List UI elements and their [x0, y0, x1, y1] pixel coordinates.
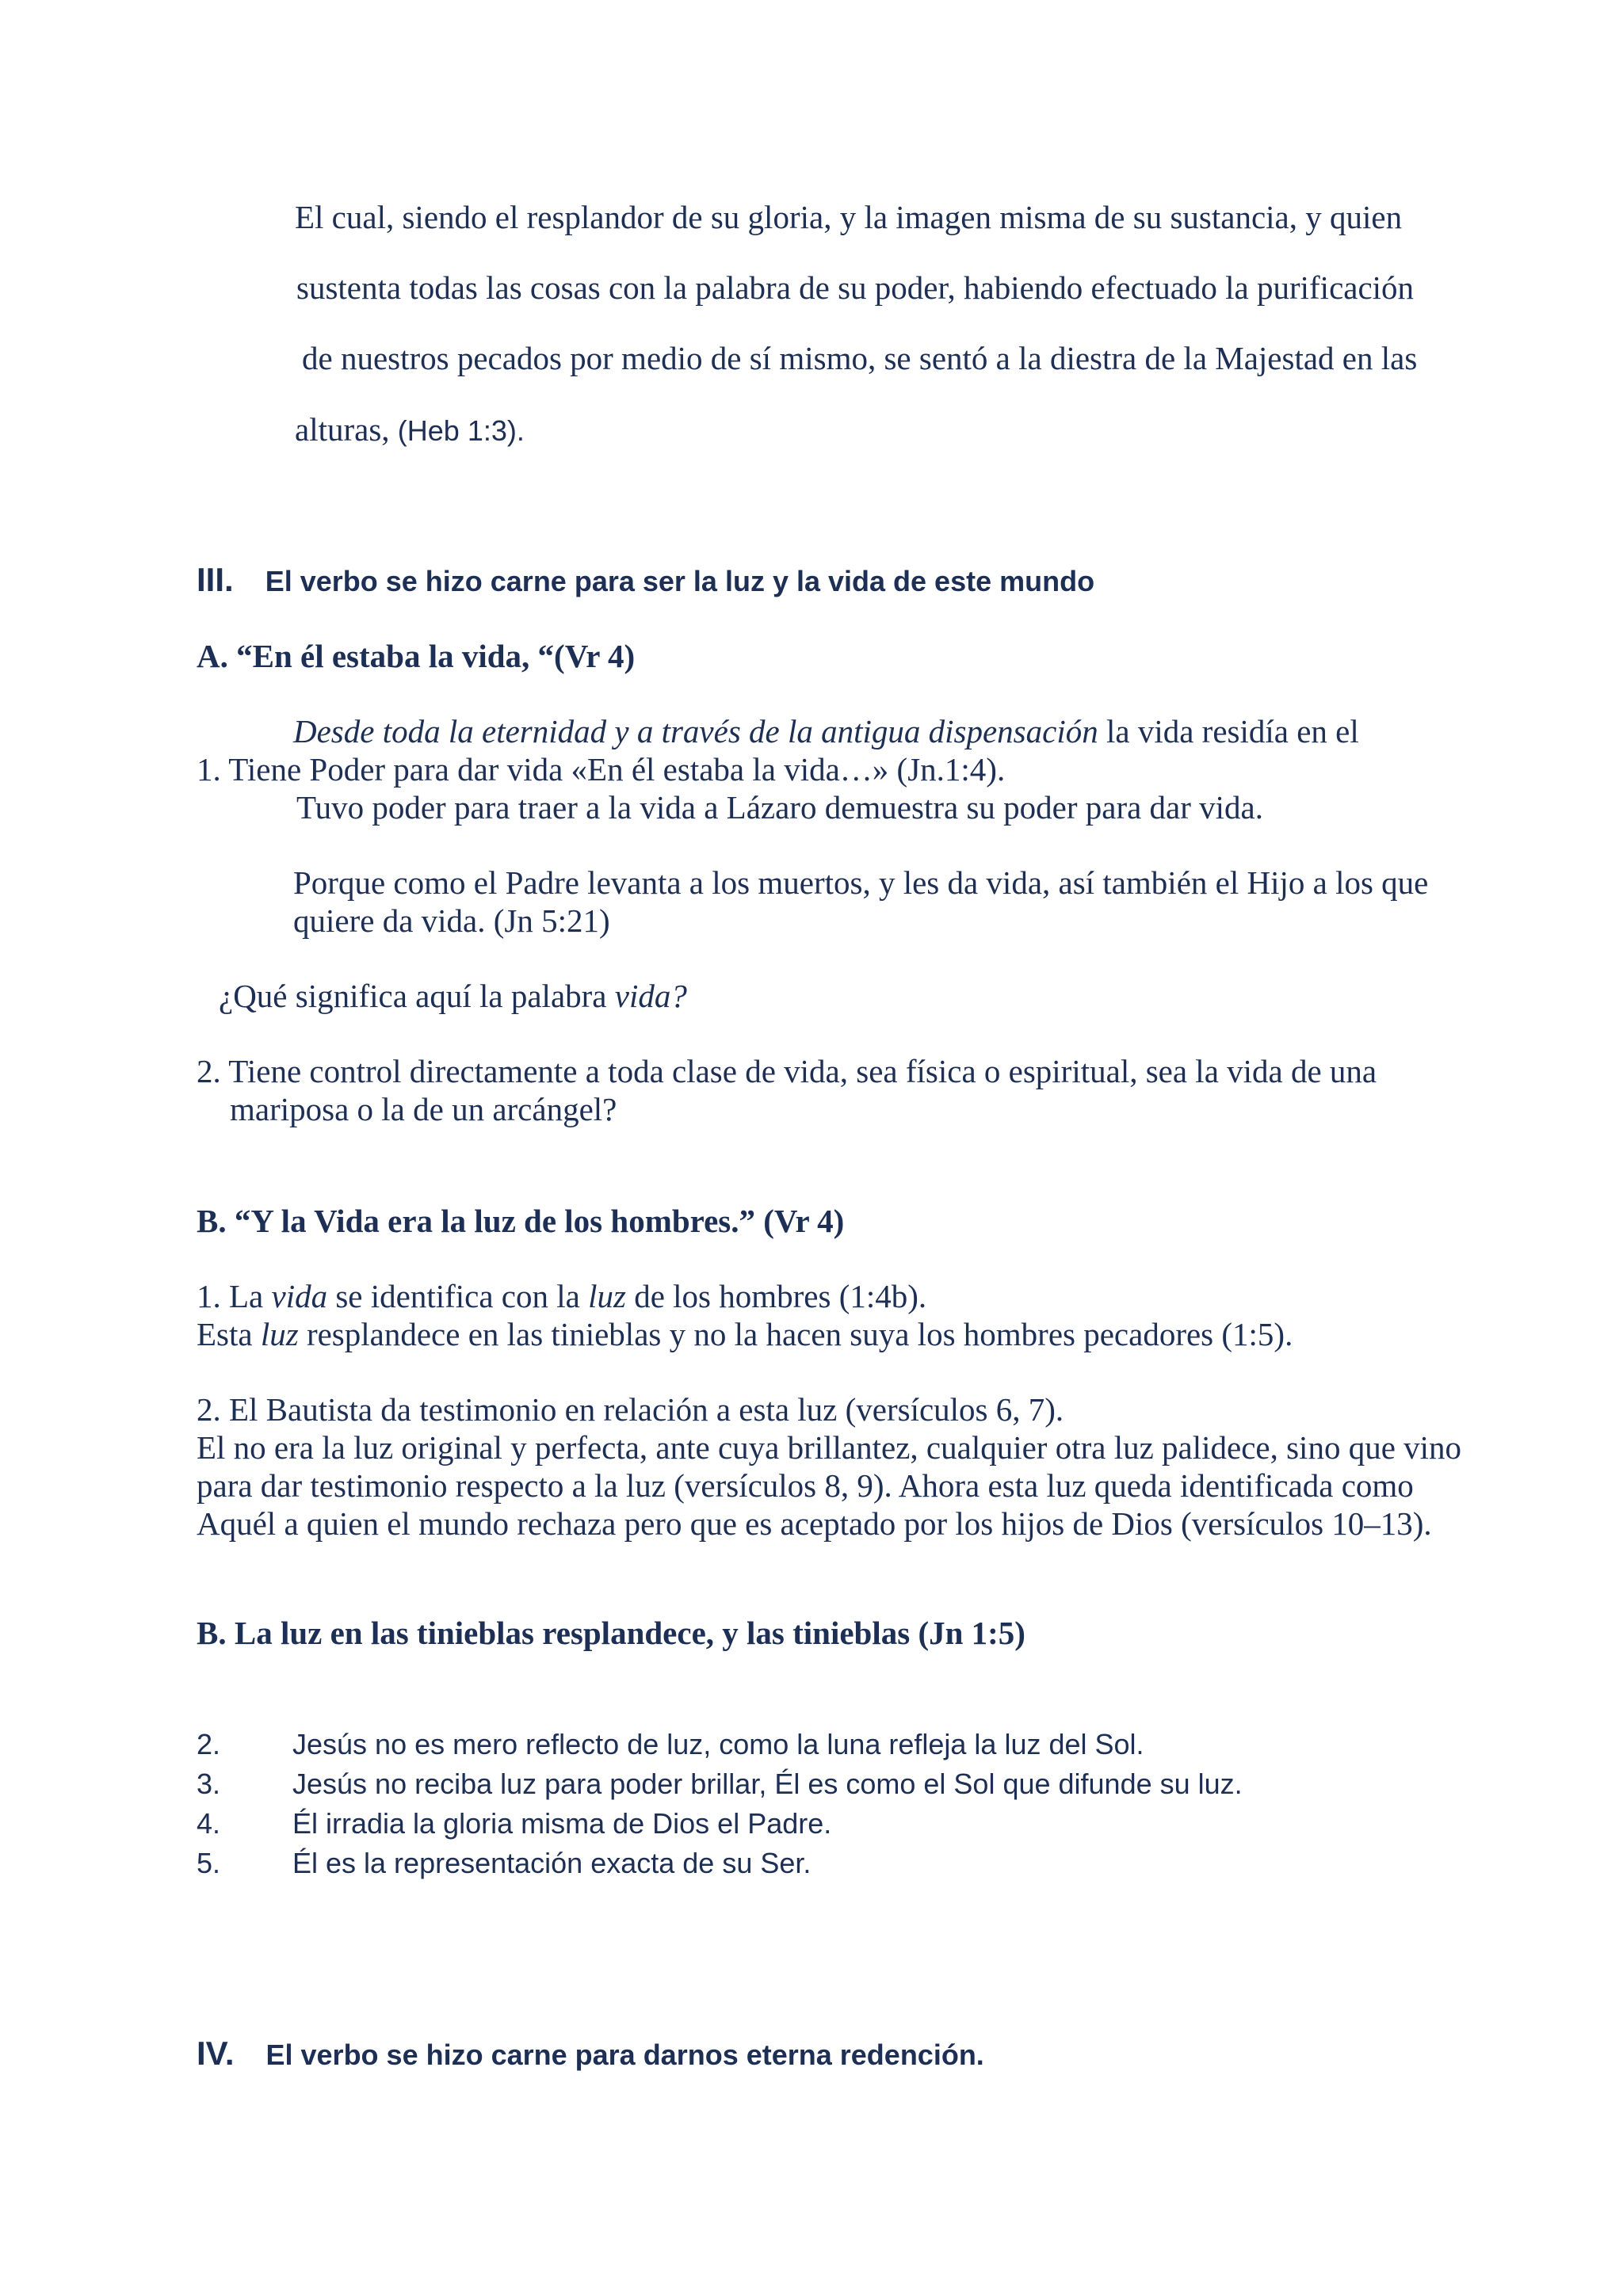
section-3-heading	[197, 561, 1094, 599]
jn521-line-2: quiere da vida. (Jn 5:21)	[293, 902, 610, 939]
list-item-2-line-2: mariposa o la de un arcángel?	[230, 1091, 617, 1127]
section-3-numeral: III.	[197, 561, 234, 598]
b1-p1-e: de los hombres (1:4b).	[625, 1278, 927, 1314]
quote-line-1: El cual, siendo el resplandor de su gloria, y la imagen misma de su sustancia, y quien	[295, 199, 1403, 235]
list-item	[197, 1807, 1544, 1845]
quote-line-2: sustenta todas las cosas con la palabra de su poder, habiendo efectuado la purificación	[296, 269, 1415, 306]
intro-italic: Desde toda la eternidad y a través de la antigua dispensación	[293, 713, 1098, 749]
b1-p1-a: 1. La	[197, 1278, 272, 1314]
quote-line-3: de nuestros pecados por medio de sí mismo, se sentó a la diestra de la Majestad en las	[302, 340, 1418, 376]
section-4-title: El verbo se hizo carne para darnos eterna redención.	[265, 2039, 984, 2071]
b1-p1-vida: vida	[271, 1278, 328, 1314]
list-item	[197, 1768, 1544, 1806]
list-item-text: Él irradia la gloria misma de Dios el Padre.	[292, 1807, 832, 1840]
b1-p2-c: resplandece en las tinieblas y no la hacen suya los hombres pecadores (1:5).	[298, 1316, 1293, 1352]
list-item-1: 1. Tiene Poder para dar vida «En él estaba la vida…» (Jn.1:4).	[197, 751, 1006, 788]
list-item-number: 2.	[197, 1728, 221, 1760]
list-item-2-line-1: 2. Tiene control directamente a toda clase de vida, sea física o espiritual, sea la vida de una	[197, 1053, 1377, 1089]
subheading-b1: B. “Y la Vida era la luz de los hombres.” (Vr 4)	[197, 1203, 845, 1239]
quote-line-4-text: alturas,	[295, 411, 390, 448]
subheading-a: A. “En él estaba la vida, “(Vr 4)	[197, 638, 636, 674]
quote-reference: (Heb 1:3).	[397, 414, 525, 447]
list-item-text: Jesús no reciba luz para poder brillar, Él es como el Sol que difunde su luz.	[292, 1768, 1243, 1800]
b1-p2-luz: luz	[260, 1316, 299, 1352]
b1-p2-a: Esta	[197, 1316, 261, 1352]
list-item	[197, 1728, 1544, 1766]
intro-rest: la vida residía en el	[1098, 713, 1359, 749]
quote-line-4	[295, 410, 525, 449]
section-3-title: El verbo se hizo carne para ser la luz y la vida de este mundo	[265, 565, 1095, 597]
b1-paragraph-2	[197, 1315, 1293, 1354]
b1-paragraph-4: El no era la luz original y perfecta, ante cuya brillantez, cualquier otra luz palidece, sino que vino	[197, 1429, 1462, 1466]
jn521-line-1: Porque como el Padre levanta a los muertos, y les da vida, así también el Hijo a los que	[293, 864, 1429, 901]
b1-p1-c: se identifica con la	[327, 1278, 589, 1314]
lazarus-line: Tuvo poder para traer a la vida a Lázaro demuestra su poder para dar vida.	[296, 789, 1263, 826]
question-prefix: ¿Qué significa aquí la palabra	[219, 978, 615, 1014]
subheading-b2: B. La luz en las tinieblas resplandece, y las tinieblas (Jn 1:5)	[197, 1615, 1025, 1651]
list-item-text: Él es la representación exacta de su Ser.	[292, 1847, 812, 1879]
section-4-numeral: IV.	[197, 2035, 235, 2072]
b1-paragraph-5: para dar testimonio respecto a la luz (versículos 8, 9). Ahora esta luz queda identificada como	[197, 1467, 1414, 1504]
b1-paragraph-1	[197, 1277, 926, 1316]
b1-paragraph-3: 2. El Bautista da testimonio en relación a esta luz (versículos 6, 7).	[197, 1391, 1064, 1428]
list-item-number: 5.	[197, 1847, 221, 1879]
b1-p1-luz: luz	[588, 1278, 626, 1314]
question-line	[219, 977, 687, 1016]
section-4-heading	[197, 2035, 984, 2073]
list-item-number: 3.	[197, 1768, 221, 1800]
list-item-number: 4.	[197, 1807, 221, 1840]
intro-paragraph	[293, 712, 1359, 751]
list-item	[197, 1847, 1544, 1885]
b1-paragraph-6: Aquél a quien el mundo rechaza pero que es aceptado por los hijos de Dios (versículos 10–13).	[197, 1505, 1432, 1542]
question-italic: vida?	[614, 978, 687, 1014]
list-item-text: Jesús no es mero reflecto de luz, como la luna refleja la luz del Sol.	[292, 1728, 1144, 1760]
